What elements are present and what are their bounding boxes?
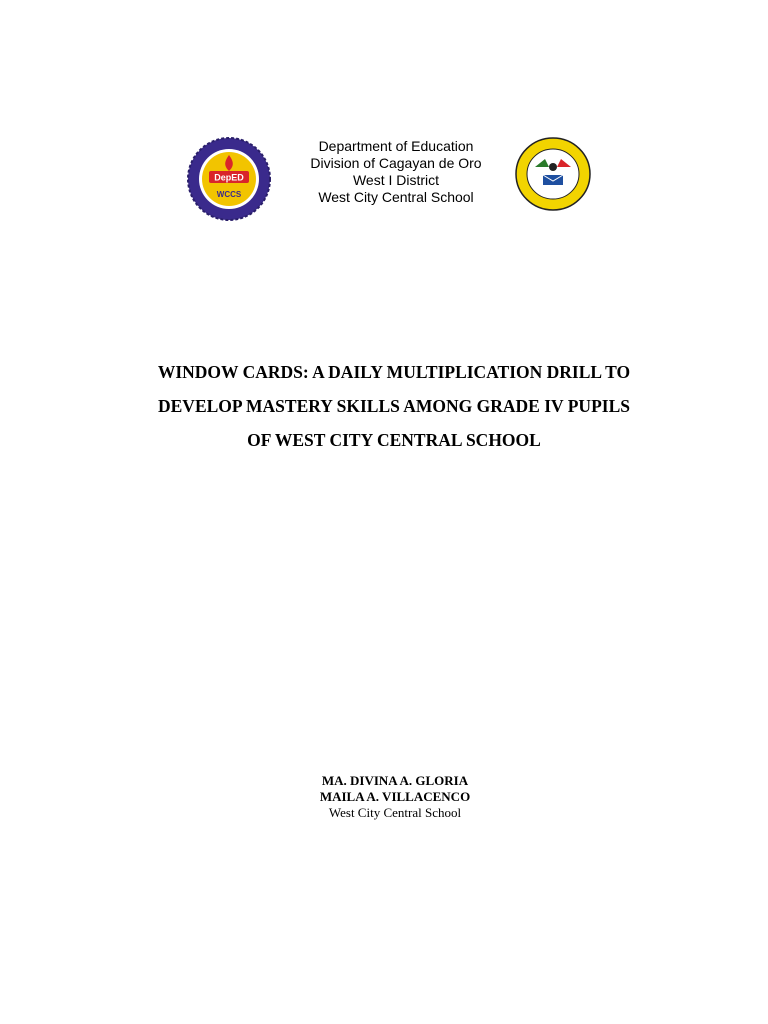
author-school: West City Central School — [328, 805, 462, 820]
header-line-division: Division of Cagayan de Oro — [310, 155, 482, 171]
title-line: DEVELOP MASTERY SKILLS AMONG GRADE IV PUPILS — [158, 396, 630, 416]
seal-abbr-text: WCCS — [216, 190, 242, 199]
header-line-department: Department of Education — [318, 138, 474, 154]
document-title — [60, 355, 728, 457]
seal-center-text: DepED — [214, 172, 244, 183]
header-line-district: West I District — [352, 172, 440, 188]
header-address-block — [250, 138, 542, 206]
title-line: WINDOW CARDS: A DAILY MULTIPLICATION DRILL TO — [157, 362, 631, 382]
author-name: MA. DIVINA A. GLORIA — [321, 773, 469, 788]
author-block — [200, 773, 590, 821]
document-header — [0, 0, 768, 230]
title-line: OF WEST CITY CENTRAL SCHOOL — [247, 430, 541, 450]
author-name: MAILA A. VILLACENCO — [319, 789, 471, 804]
deped-division-seal-icon — [515, 137, 591, 211]
header-line-school: West City Central School — [318, 189, 474, 205]
